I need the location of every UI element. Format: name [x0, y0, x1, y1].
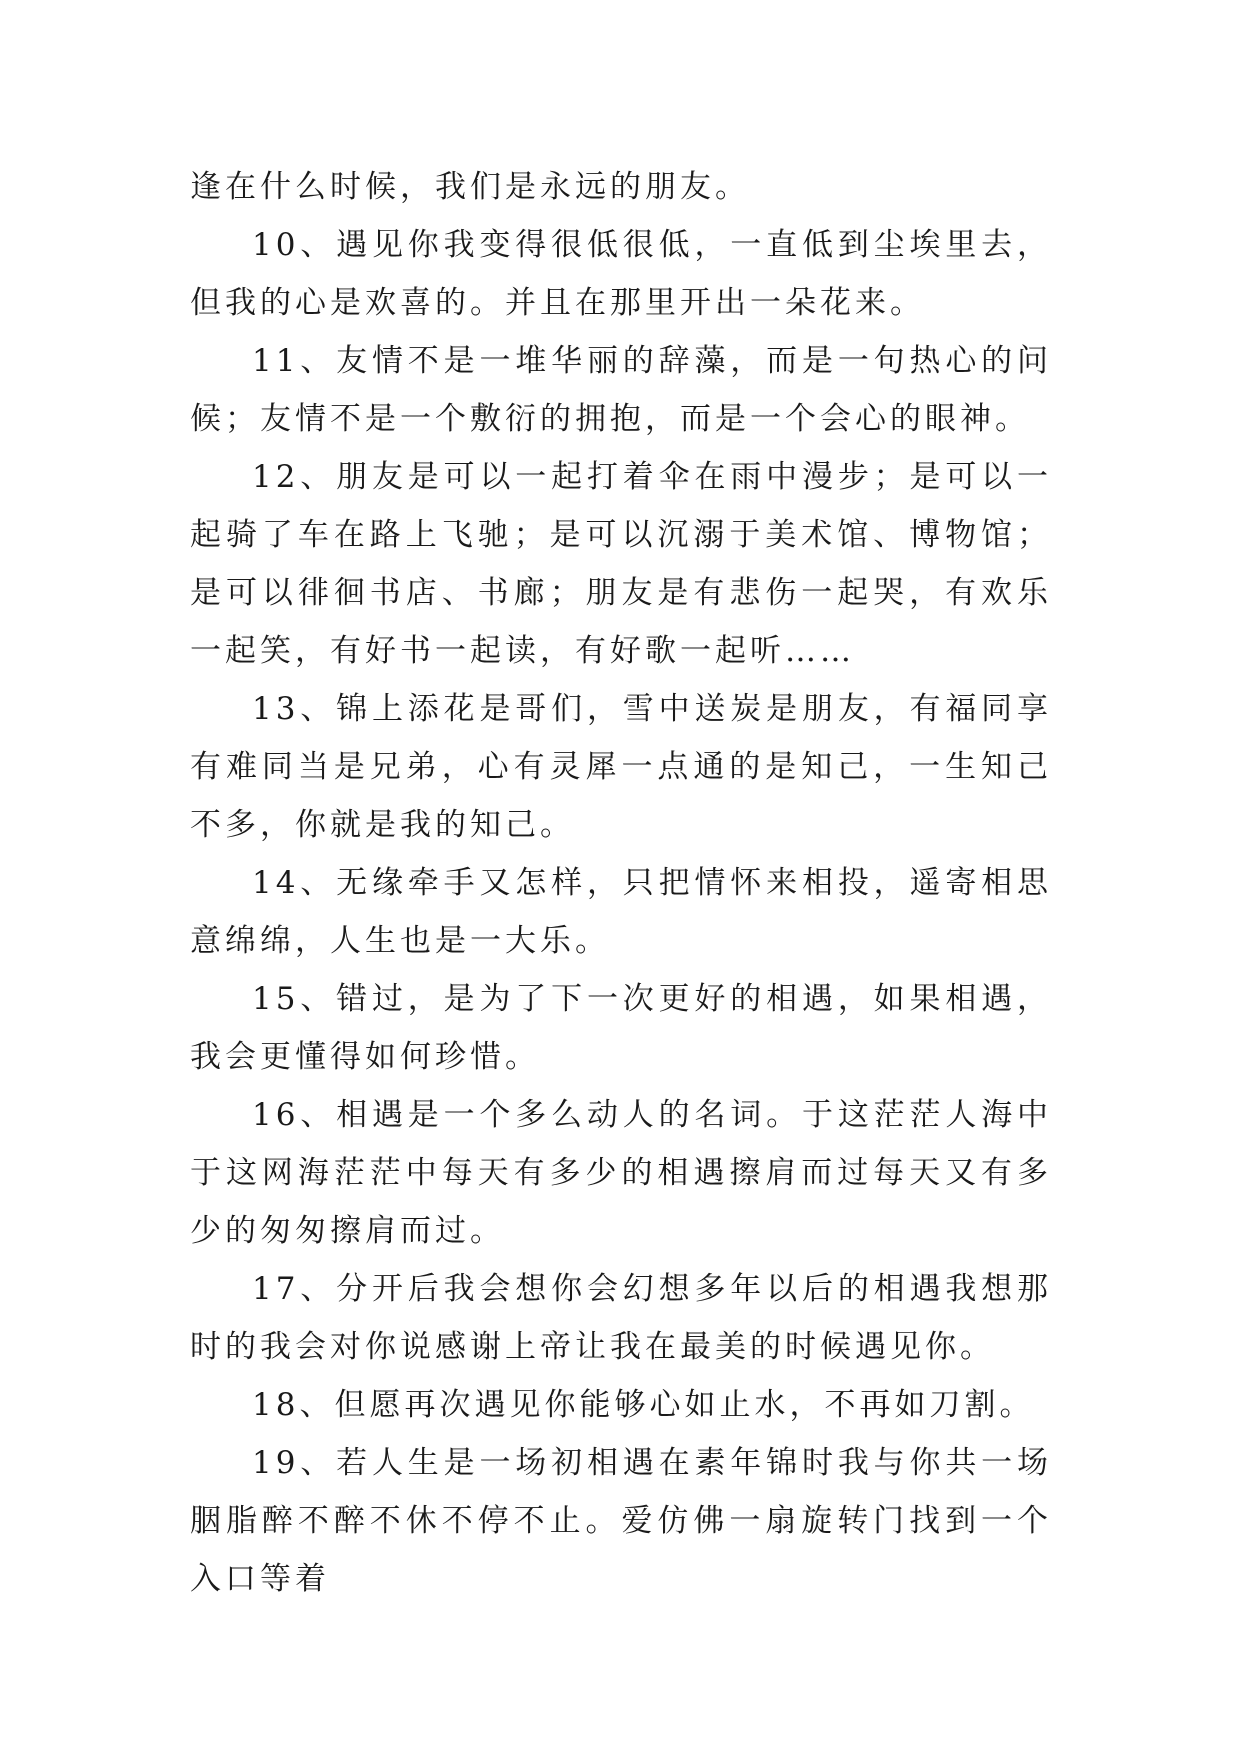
paragraph-14: 14、无缘牵手又怎样，只把情怀来相投，遥寄相思意绵绵，人生也是一大乐。: [190, 865, 1052, 959]
paragraph-18: 18、但愿再次遇见你能够心如止水，不再如刀割。: [252, 1387, 1035, 1423]
paragraph-10: 10、遇见你我变得很低很低，一直低到尘埃里去，但我的心是欢喜的。并且在那里开出一朵花来。: [190, 227, 1052, 321]
paragraph-17: 17、分开后我会想你会幻想多年以后的相遇我想那时的我会对你说感谢上帝让我在最美的时候遇见你。: [190, 1271, 1052, 1365]
paragraph-16: 16、相遇是一个多么动人的名词。于这茫茫人海中于这网海茫茫中每天有多少的相遇擦肩而过每天又有多少的匆匆擦肩而过。: [190, 1097, 1052, 1249]
document-body: [190, 158, 1052, 1608]
paragraph-12: 12、朋友是可以一起打着伞在雨中漫步；是可以一起骑了车在路上飞驰；是可以沉溺于美术馆、博物馆；是可以徘徊书店、书廊；朋友是有悲伤一起哭，有欢乐一起笑，有好书一起读，有好歌一起听……: [190, 459, 1052, 669]
paragraph-13: 13、锦上添花是哥们，雪中送炭是朋友，有福同享有难同当是兄弟，心有灵犀一点通的是知己，一生知己不多，你就是我的知己。: [190, 691, 1052, 843]
paragraph-11: 11、友情不是一堆华丽的辞藻，而是一句热心的问候；友情不是一个敷衍的拥抱，而是一个会心的眼神。: [190, 343, 1052, 437]
paragraph-continuation: 逢在什么时候，我们是永远的朋友。: [190, 169, 750, 205]
paragraph-15: 15、错过，是为了下一次更好的相遇，如果相遇，我会更懂得如何珍惜。: [190, 981, 1052, 1075]
paragraph-19: 19、若人生是一场初相遇在素年锦时我与你共一场胭脂醉不醉不休不停不止。爱仿佛一扇旋转门找到一个入口等着: [190, 1445, 1052, 1597]
